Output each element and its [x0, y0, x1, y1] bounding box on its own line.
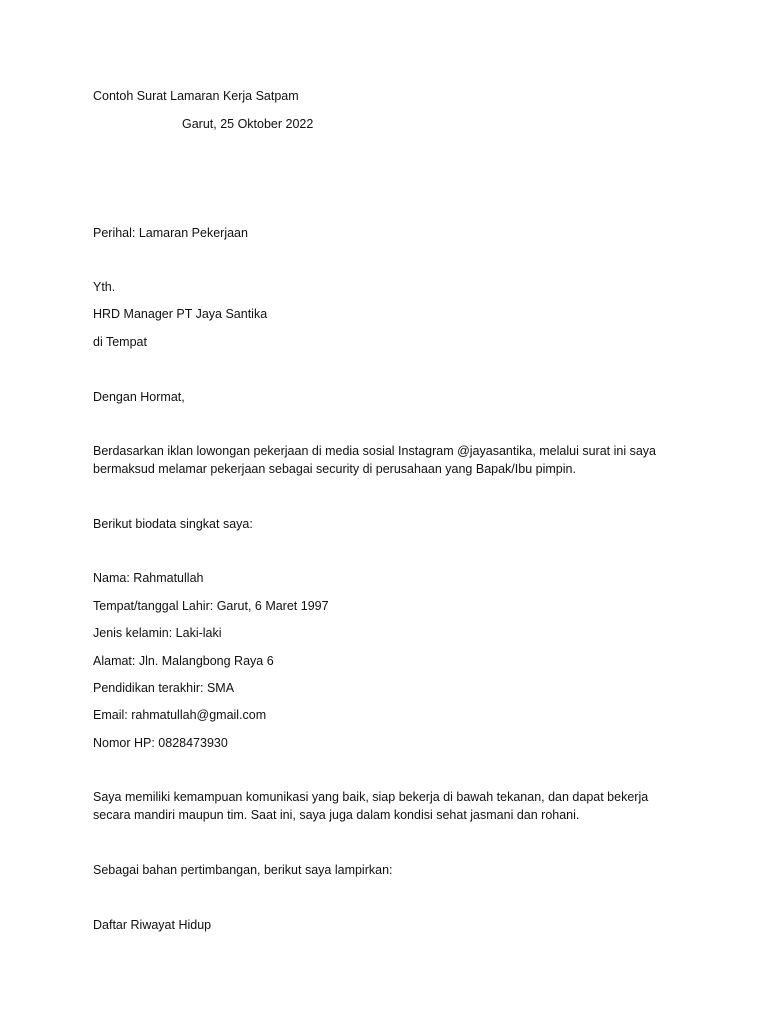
subject-line: Perihal: Lamaran Pekerjaan — [93, 226, 248, 240]
intro-paragraph-line-1: Berdasarkan iklan lowongan pekerjaan di media sosial Instagram @jayasantika, melalui surat ini saya — [93, 444, 656, 458]
skills-paragraph — [93, 788, 693, 824]
biodata-phone: Nomor HP: 0828473930 — [93, 736, 228, 750]
biodata-email: Email: rahmatullah@gmail.com — [93, 708, 267, 722]
biodata-intro: Berikut biodata singkat saya: — [93, 517, 253, 531]
attachment-item: Daftar Riwayat Hidup — [93, 918, 212, 932]
recipient-name: HRD Manager PT Jaya Santika — [93, 307, 268, 321]
place-date: Garut, 25 Oktober 2022 — [182, 117, 314, 131]
recipient-location: di Tempat — [93, 335, 147, 349]
recipient-salutation: Yth. — [93, 280, 116, 294]
biodata-address: Alamat: Jln. Malangbong Raya 6 — [93, 654, 274, 668]
greeting: Dengan Hormat, — [93, 390, 185, 404]
letter-example-title: Contoh Surat Lamaran Kerja Satpam — [93, 89, 299, 103]
intro-paragraph-line-2: bermaksud melamar pekerjaan sebagai security di perusahaan yang Bapak/Ibu pimpin. — [93, 462, 576, 476]
biodata-birth: Tempat/tanggal Lahir: Garut, 6 Maret 1997 — [93, 599, 329, 613]
attachments-intro: Sebagai bahan pertimbangan, berikut saya lampirkan: — [93, 863, 393, 877]
biodata-gender: Jenis kelamin: Laki-laki — [93, 626, 222, 640]
intro-paragraph — [93, 442, 693, 478]
skills-paragraph-line-1: Saya memiliki kemampuan komunikasi yang baik, siap bekerja di bawah tekanan, dan dapat bekerja — [93, 790, 649, 804]
skills-paragraph-line-2: secara mandiri maupun tim. Saat ini, saya juga dalam kondisi sehat jasmani dan rohani. — [93, 808, 580, 822]
biodata-name: Nama: Rahmatullah — [93, 571, 204, 585]
biodata-education: Pendidikan terakhir: SMA — [93, 681, 235, 695]
